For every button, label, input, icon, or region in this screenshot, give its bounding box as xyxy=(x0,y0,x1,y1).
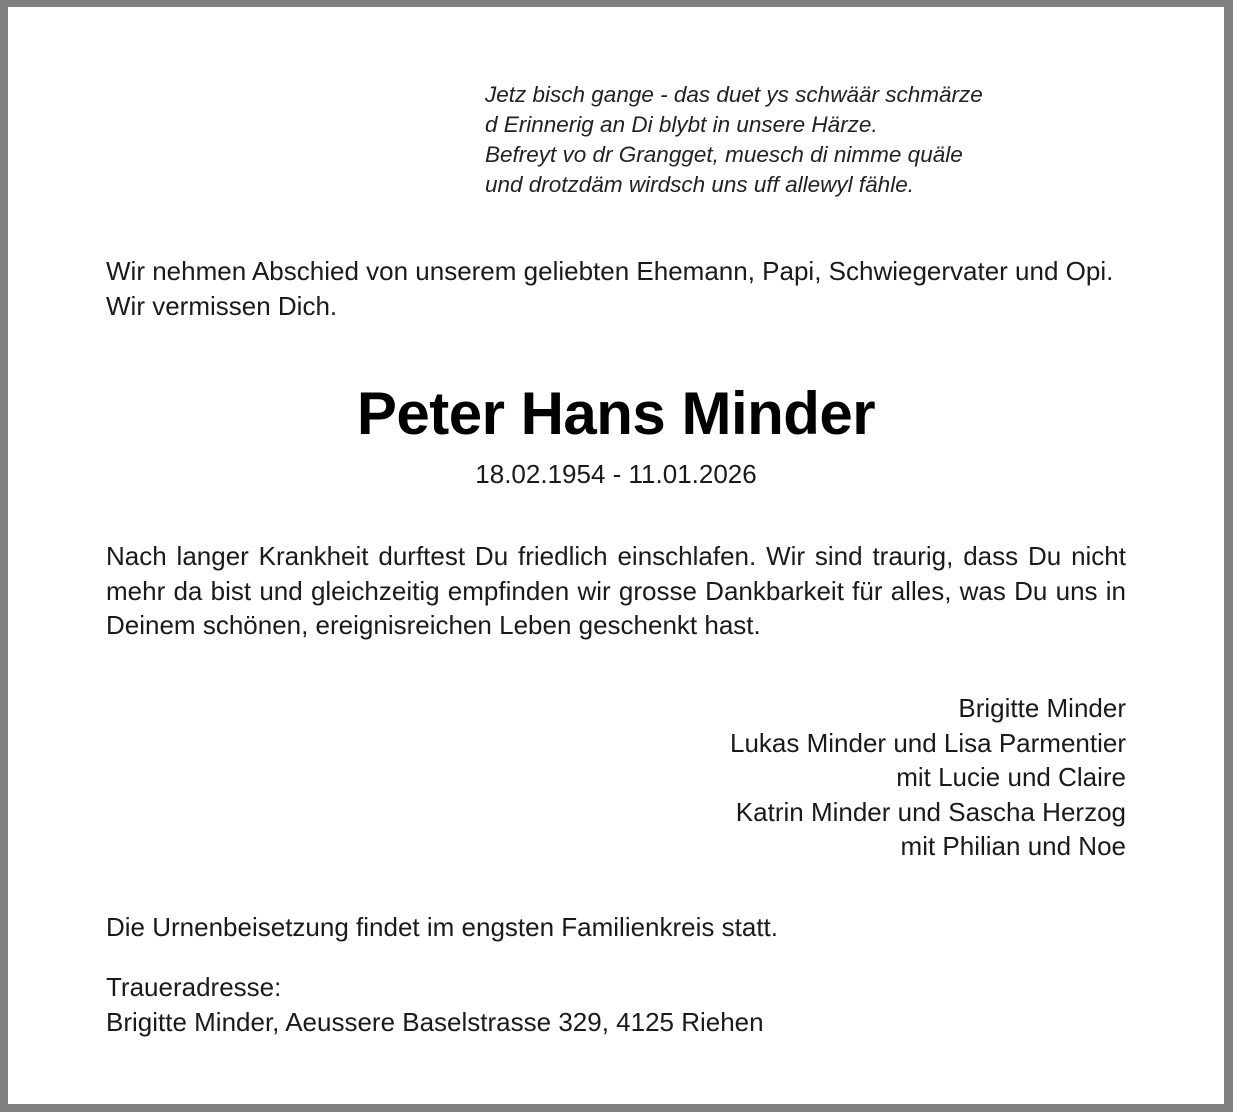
life-dates: 18.02.1954 - 11.01.2026 xyxy=(475,459,757,489)
mourning-address xyxy=(106,970,764,1040)
address-label: Traueradresse: xyxy=(106,972,282,1002)
poem-line: Befreyt vo dr Grangget, muesch di nimme quäle xyxy=(485,142,963,167)
poem-line: d Erinnerig an Di blybt in unsere Härze. xyxy=(485,112,878,137)
mourner-line: Lukas Minder und Lisa Parmentier xyxy=(730,727,1126,758)
mourners-list xyxy=(730,691,1126,864)
poem-line: und drotzdäm wirdsch uns uff allewyl fähle. xyxy=(485,172,914,197)
mourner-line: mit Philian und Noe xyxy=(900,831,1126,862)
poem-line: Jetz bisch gange - das duet ys schwäär schmärze xyxy=(485,82,983,107)
obituary-notice xyxy=(8,7,1224,1104)
mourner-line: Brigitte Minder xyxy=(958,693,1126,723)
mourner-line: mit Lucie und Claire xyxy=(896,762,1126,793)
intro-text: Wir nehmen Abschied von unserem geliebten Ehemann, Papi, Schwiegervater und Opi. Wir vermissen Dich. xyxy=(106,256,1114,321)
address-value: Brigitte Minder, Aeussere Baselstrasse 329, 4125 Riehen xyxy=(106,1007,764,1037)
mourner-line: Katrin Minder und Sascha Herzog xyxy=(735,796,1126,827)
poem xyxy=(485,80,983,200)
closing-text: Nach langer Krankheit durftest Du friedlich einschlafen. Wir sind traurig, dass Du nicht mehr da bist und gleichzeitig empfinden wir grosse Dankbarkeit für alles, was Du uns in Deinem schönen, ereignisreichen Leben geschenkt hast. xyxy=(106,541,1126,640)
burial-note: Die Urnenbeisetzung findet im engsten Familienkreis statt. xyxy=(106,912,778,942)
deceased-name: Peter Hans Minder xyxy=(356,380,876,447)
